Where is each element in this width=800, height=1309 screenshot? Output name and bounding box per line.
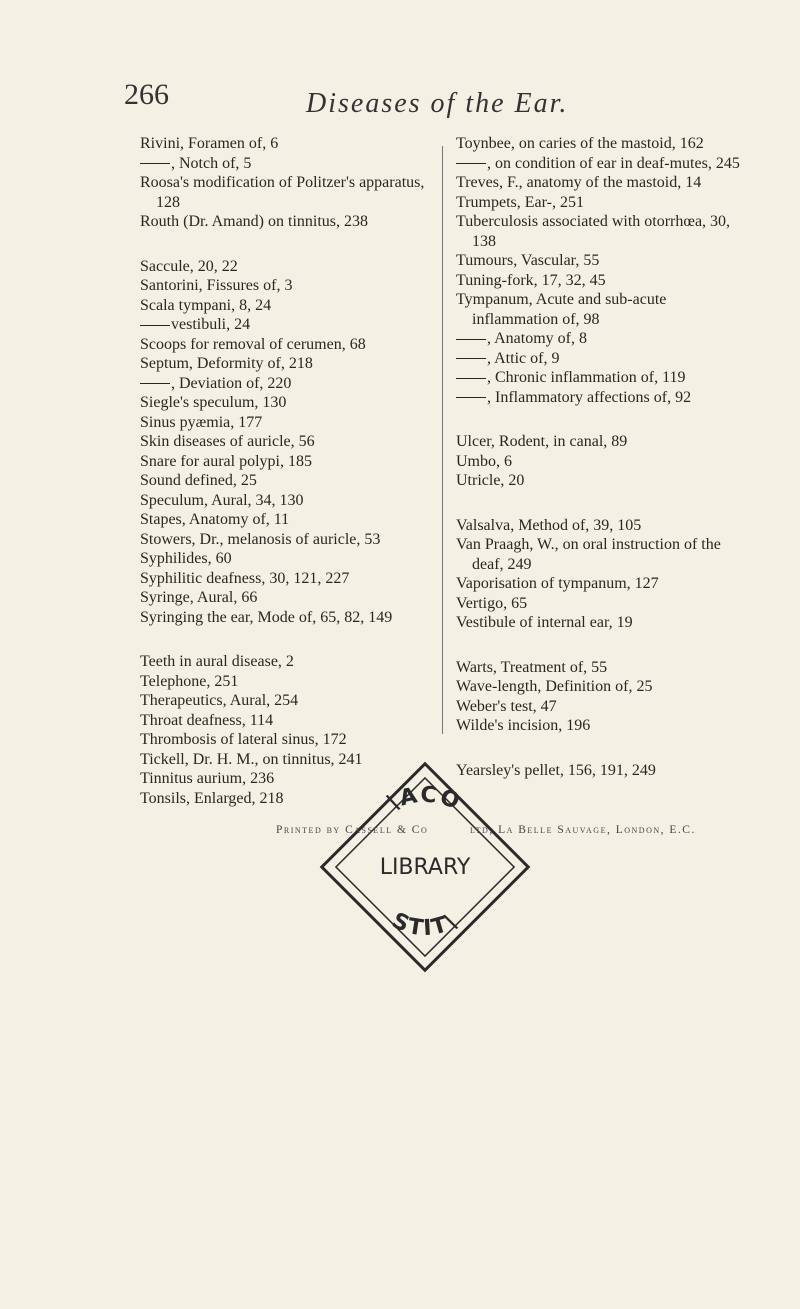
- index-entry: [140, 393, 428, 413]
- index-entry-text: Speculum, Aural, 34, 130: [140, 491, 304, 509]
- index-entry: [456, 613, 752, 633]
- index-entry: [456, 594, 752, 614]
- index-entry: [140, 588, 428, 608]
- index-entry-text: Scala tympani, 8, 24: [140, 296, 272, 314]
- stamp-bottom-arc: STIT\: [388, 908, 463, 942]
- column-divider: [442, 146, 443, 734]
- index-entry: [140, 549, 428, 569]
- index-entry: [140, 711, 428, 731]
- index-entry-text: Tuning-fork, 17, 32, 45: [456, 271, 606, 289]
- ditto-dash: [140, 325, 170, 326]
- index-entry-text: Santorini, Fissures of, 3: [140, 277, 293, 294]
- index-column-left: [140, 134, 428, 833]
- index-entry: [456, 388, 752, 408]
- index-column-right: [456, 134, 752, 805]
- index-entry: [140, 569, 428, 589]
- index-entry-text: Roosa's modification of Politzer's apparatus, 128: [140, 174, 425, 211]
- index-group: [456, 432, 752, 491]
- index-entry: [140, 491, 428, 511]
- index-entry: [456, 154, 752, 174]
- index-entry: [456, 716, 752, 736]
- index-entry: [140, 530, 428, 550]
- index-entry-text: Sinus pyæmia, 177: [140, 413, 263, 431]
- index-entry-text: , Chronic inflammation of, 119: [487, 369, 686, 386]
- index-group: [456, 516, 752, 633]
- index-entry-text: Skin diseases of auricle, 56: [140, 433, 315, 450]
- index-entry-text: , Anatomy of, 8: [487, 330, 587, 347]
- index-entry-text: Weber's test, 47: [456, 697, 557, 715]
- index-entry-text: Van Praagh, W., on oral instruction of the deaf, 249: [456, 536, 721, 573]
- index-entry-text: Tumours, Vascular, 55: [456, 252, 600, 269]
- ditto-dash: [456, 358, 486, 359]
- index-entry: [140, 276, 428, 296]
- index-group: [140, 134, 428, 232]
- stamp-word: LIBRARY: [379, 855, 471, 880]
- index-entry: [456, 271, 752, 291]
- index-entry-text: Syphilides, 60: [140, 550, 232, 567]
- index-entry: [456, 251, 752, 271]
- index-entry-text: Ulcer, Rodent, in canal, 89: [456, 433, 628, 450]
- index-entry: [456, 290, 752, 329]
- index-entry-text: Rivini, Foramen of, 6: [140, 135, 279, 152]
- index-entry-text: Syringing the ear, Mode of, 65, 82, 149: [140, 608, 393, 626]
- index-entry: [140, 452, 428, 472]
- stamp-top-arc: \ACO: [384, 782, 465, 816]
- index-entry-text: , Inflammatory affections of, 92: [487, 388, 692, 406]
- index-entry: [140, 510, 428, 530]
- index-entry: [140, 354, 428, 374]
- index-entry-text: Treves, F., anatomy of the mastoid, 14: [456, 174, 702, 191]
- index-entry: [140, 257, 428, 277]
- index-entry: [140, 154, 428, 174]
- index-entry-text: , Notch of, 5: [171, 154, 252, 172]
- index-entry: [140, 608, 428, 628]
- index-entry-text: Stowers, Dr., melanosis of auricle, 53: [140, 530, 381, 548]
- index-entry-text: Tonsils, Enlarged, 218: [140, 789, 284, 807]
- index-entry-text: , Attic of, 9: [487, 349, 560, 367]
- index-group: [456, 134, 752, 407]
- index-entry: [456, 134, 752, 154]
- index-entry-text: Umbo, 6: [456, 452, 512, 470]
- index-entry: [456, 697, 752, 717]
- printer-imprint-right: ltd, La Belle Sauvage, London, E.C.: [470, 824, 696, 836]
- index-entry-text: Therapeutics, Aural, 254: [140, 692, 299, 709]
- index-entry-text: Yearsley's pellet, 156, 191, 249: [456, 761, 656, 779]
- index-entry: [140, 652, 428, 672]
- index-entry-text: Telephone, 251: [140, 672, 239, 690]
- index-entry-text: Saccule, 20, 22: [140, 257, 238, 275]
- index-entry: [456, 193, 752, 213]
- index-entry: [140, 691, 428, 711]
- ditto-dash: [140, 383, 170, 384]
- index-entry: [456, 471, 752, 491]
- index-entry-text: Toynbee, on caries of the mastoid, 162: [456, 135, 704, 152]
- index-entry-text: Utricle, 20: [456, 472, 525, 489]
- index-entry: [456, 349, 752, 369]
- index-entry-text: Tickell, Dr. H. M., on tinnitus, 241: [140, 750, 363, 768]
- index-entry-text: Routh (Dr. Amand) on tinnitus, 238: [140, 213, 368, 230]
- index-entry: [456, 368, 752, 388]
- running-head: Diseases of the Ear.: [306, 88, 569, 119]
- index-entry-text: Vestibule of internal ear, 19: [456, 614, 633, 631]
- index-entry: [140, 374, 428, 394]
- ditto-dash: [456, 397, 486, 398]
- index-entry-text: Snare for aural polypi, 185: [140, 452, 312, 470]
- index-entry-text: Throat deafness, 114: [140, 711, 274, 729]
- index-entry-text: Warts, Treatment of, 55: [456, 658, 608, 676]
- index-entry-text: Syringe, Aural, 66: [140, 589, 258, 606]
- index-entry-text: , Deviation of, 220: [171, 374, 292, 392]
- index-entry-text: Trumpets, Ear-, 251: [456, 193, 584, 211]
- index-entry: [140, 432, 428, 452]
- index-entry-text: Vertigo, 65: [456, 594, 528, 612]
- index-entry-text: Teeth in aural disease, 2: [140, 653, 294, 670]
- index-entry-text: Tympanum, Acute and sub-acute inflammation of, 98: [456, 291, 667, 328]
- index-entry-text: Syphilitic deafness, 30, 121, 227: [140, 569, 350, 587]
- index-entry: [456, 574, 752, 594]
- index-entry: [456, 658, 752, 678]
- index-entry-text: Scoops for removal of cerumen, 68: [140, 335, 366, 353]
- index-entry-text: Stapes, Anatomy of, 11: [140, 511, 290, 528]
- ditto-dash: [456, 339, 486, 340]
- index-entry-text: , on condition of ear in deaf-mutes, 245: [487, 154, 740, 172]
- index-entry: [456, 329, 752, 349]
- index-entry-text: Thrombosis of lateral sinus, 172: [140, 731, 347, 748]
- index-entry: [140, 730, 428, 750]
- index-entry-text: Wilde's incision, 196: [456, 717, 591, 734]
- ditto-dash: [140, 163, 170, 164]
- index-entry-text: Tinnitus aurium, 236: [140, 770, 275, 787]
- index-entry: [456, 432, 752, 452]
- index-entry: [456, 516, 752, 536]
- ditto-dash: [456, 163, 486, 164]
- index-entry: [140, 212, 428, 232]
- index-entry: [140, 315, 428, 335]
- index-entry: [456, 535, 752, 574]
- index-entry-text: Sound defined, 25: [140, 472, 257, 489]
- index-entry: [140, 672, 428, 692]
- index-entry-text: Tuberculosis associated with otorrhœa, 30, 138: [456, 213, 731, 250]
- index-entry: [140, 173, 428, 212]
- index-entry: [140, 335, 428, 355]
- index-group: [140, 257, 428, 628]
- index-entry: [140, 296, 428, 316]
- svg-text:STIT\: [388, 908, 462, 941]
- index-entry-text: Wave-length, Definition of, 25: [456, 678, 653, 695]
- index-entry-text: Septum, Deformity of, 218: [140, 355, 313, 372]
- index-entry: [140, 471, 428, 491]
- index-entry: [456, 212, 752, 251]
- index-entry-text: Valsalva, Method of, 39, 105: [456, 516, 642, 534]
- index-entry-text: Vaporisation of tympanum, 127: [456, 575, 659, 592]
- library-stamp: [318, 760, 532, 974]
- index-entry: [456, 677, 752, 697]
- index-entry: [140, 134, 428, 154]
- printer-imprint-left: Printed by Cassell & Co: [276, 824, 429, 836]
- index-entry: [456, 173, 752, 193]
- svg-text:\ACO: [384, 783, 464, 816]
- index-group: [456, 658, 752, 736]
- index-entry: [140, 413, 428, 433]
- index-entry: [456, 452, 752, 472]
- ditto-dash: [456, 378, 486, 379]
- index-entry-text: vestibuli, 24: [171, 316, 251, 333]
- page-number: 266: [124, 78, 169, 111]
- index-entry-text: Siegle's speculum, 130: [140, 394, 287, 411]
